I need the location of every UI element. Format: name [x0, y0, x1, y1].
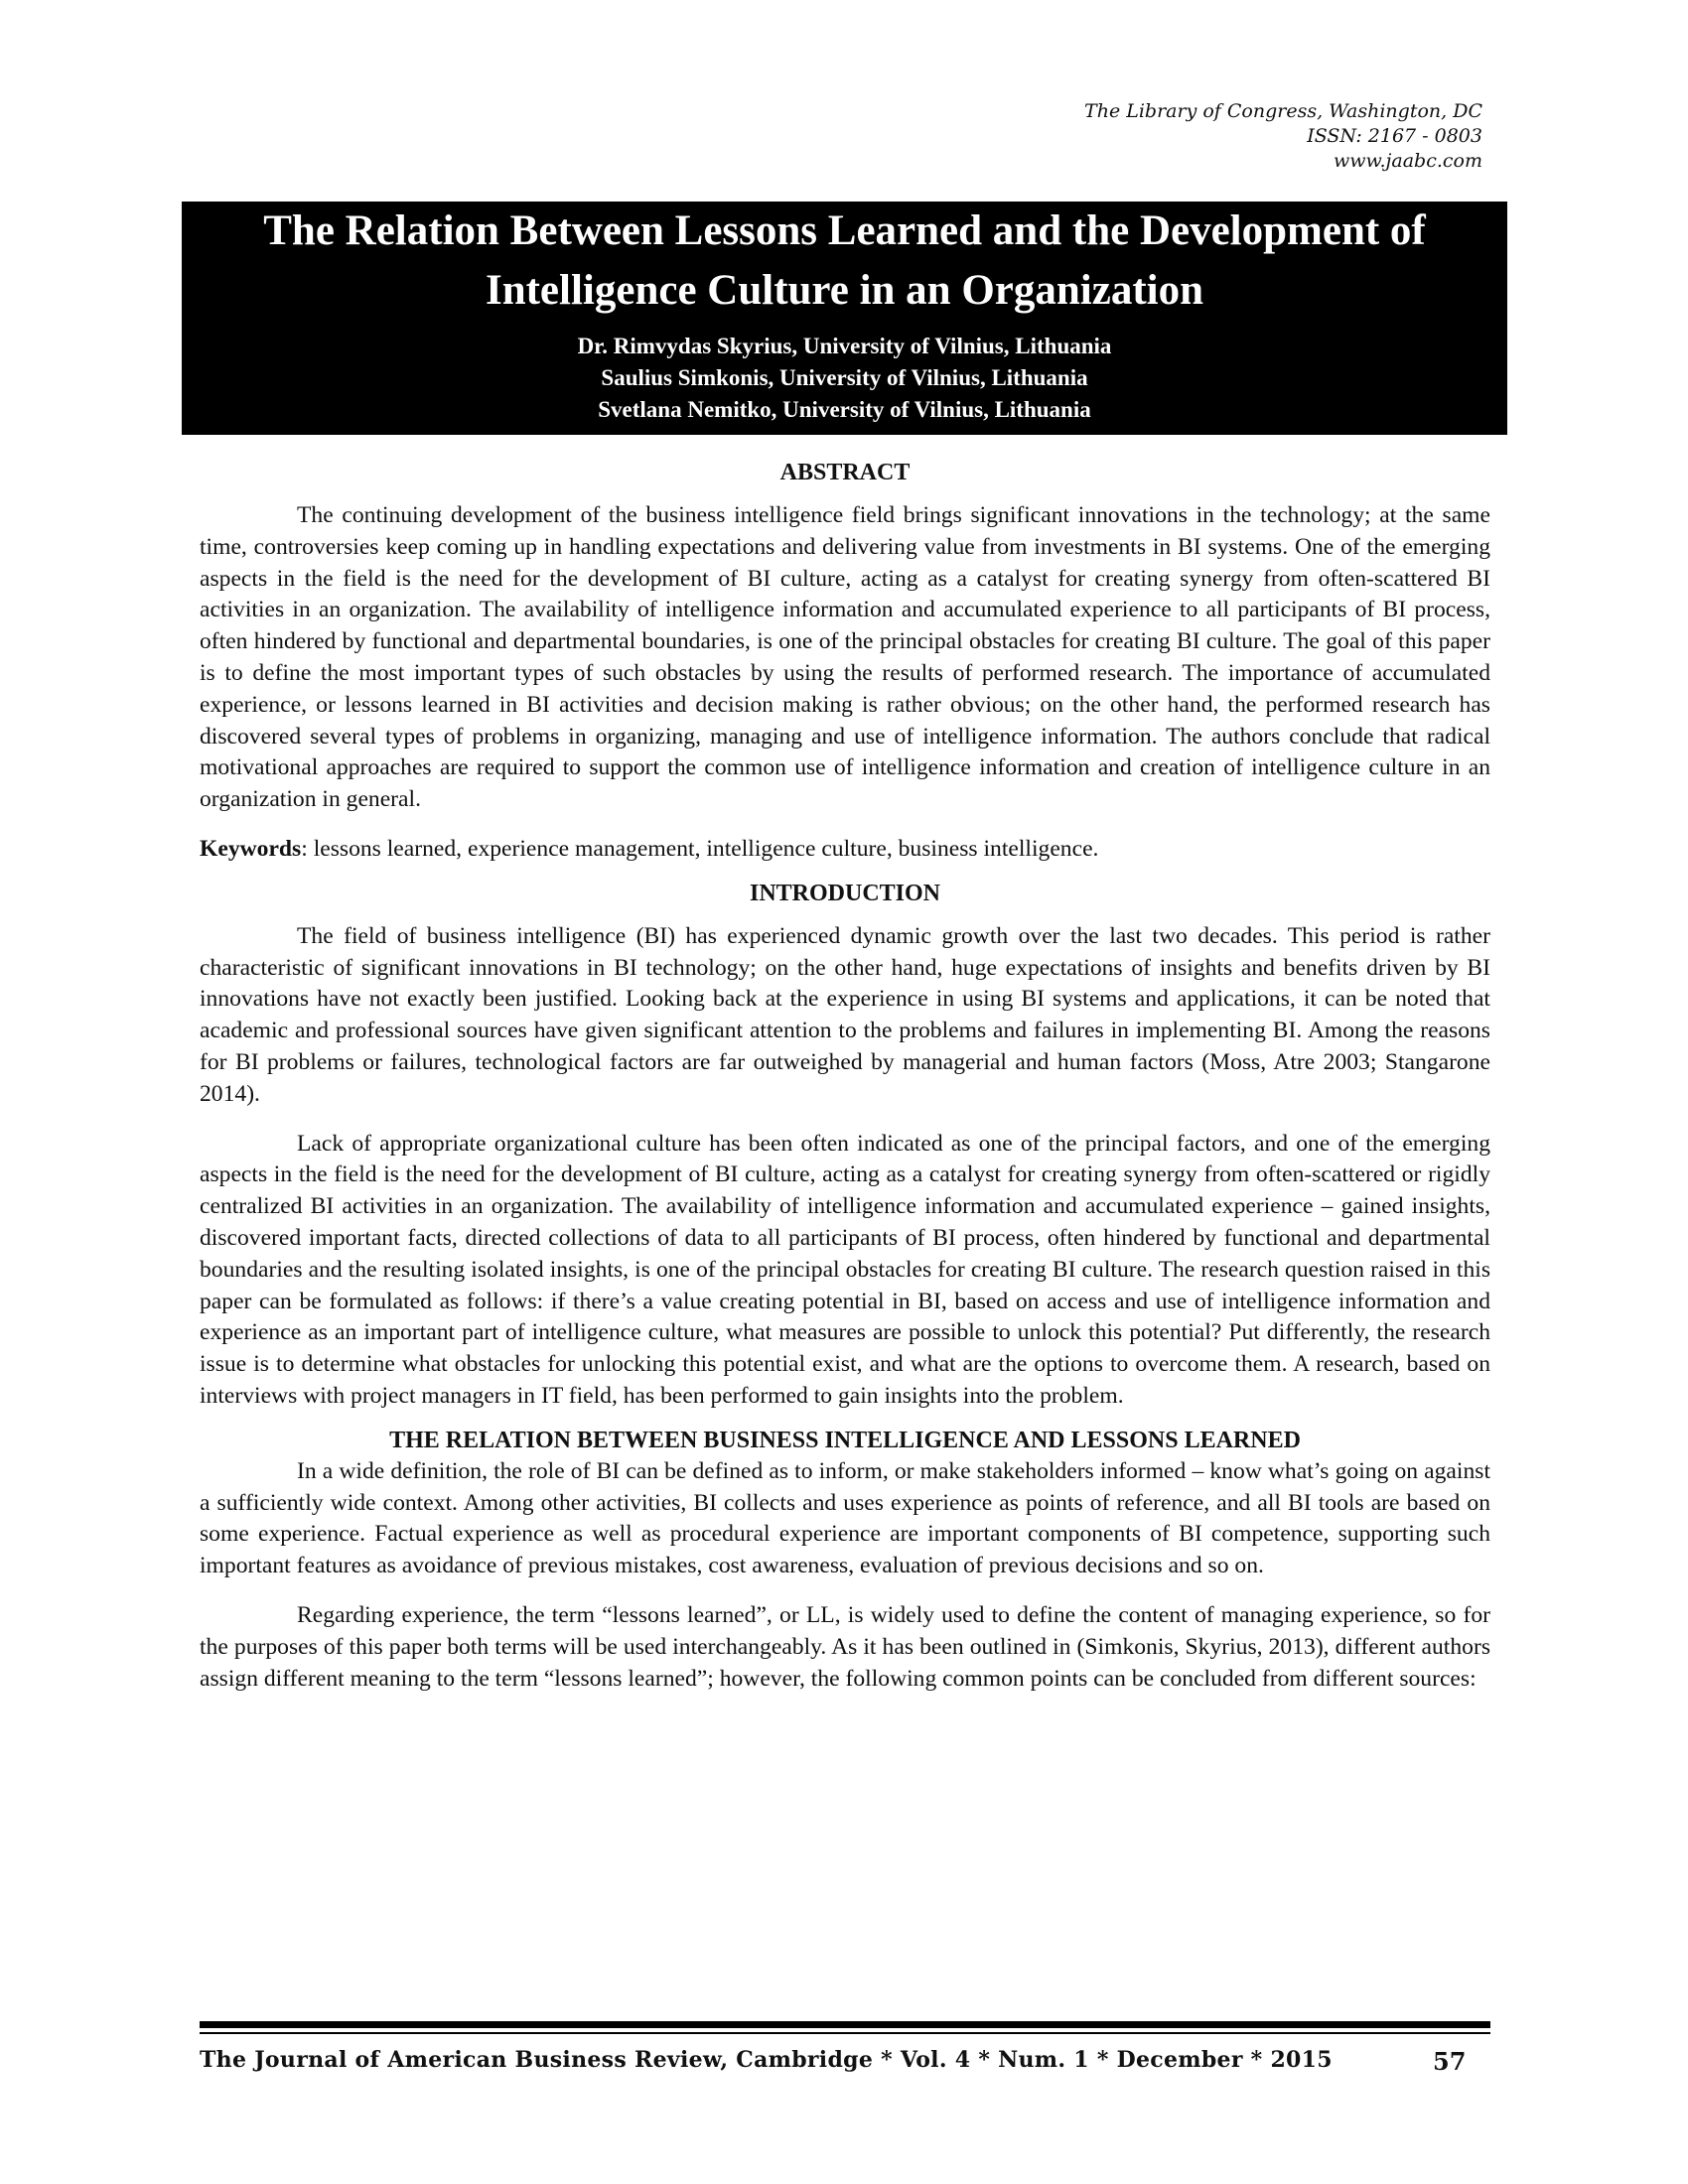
- title-line-2: Intelligence Culture in an Organization: [485, 267, 1204, 314]
- author-1: Dr. Rimvydas Skyrius, University of Vilnius, Lithuania: [577, 334, 1112, 358]
- journal-footer: The Journal of American Business Review, Cambridge * Vol. 4 * Num. 1 * December * 2015: [200, 2047, 1333, 2073]
- keywords-label: Keywords: [200, 835, 302, 862]
- author-3: Svetlana Nemitko, University of Vilnius, Lithuania: [598, 397, 1091, 422]
- relation-paragraph-2: Regarding experience, the term “lessons learned”, or LL, is widely used to define the content of managing experience, so for the purposes of this paper both terms will be used interchangeably. As it has been outlined in (Simkonis, Skyrius, 2013), different authors assign different meaning to the term “lessons learned”; however, the following common points can be concluded from different sources:: [200, 1601, 1490, 1692]
- introduction-heading: INTRODUCTION: [749, 880, 941, 906]
- title-banner: [182, 202, 1507, 435]
- issn-line: ISSN: 2167 - 0803: [1307, 125, 1482, 147]
- author-2: Saulius Simkonis, University of Vilnius, Lithuania: [601, 365, 1088, 390]
- footer-rule-thick: [200, 2021, 1490, 2028]
- keywords: [200, 834, 1490, 866]
- page-number: 57: [1433, 2047, 1467, 2076]
- paper-title: [182, 202, 1507, 321]
- abstract-paragraph: The continuing development of the business intelligence field brings significant innovations in the technology; at the same time, controversies keep coming up in handling expectations and delivering value from investments in BI systems. One of the emerging aspects in the field is the need for the development of BI culture, acting as a catalyst for creating synergy from often-scattered BI activities in an organization. The availability of intelligence information and accumulated experience to all participants of BI process, often hindered by functional and departmental boundaries, is one of the principal obstacles for creating BI culture. The goal of this paper is to define the most important types of such obstacles by using the results of performed research. The importance of accumulated experience, or lessons learned in BI activities and decision making is rather obvious; on the other hand, the performed research has discovered several types of problems in organizing, managing and use of intelligence information. The authors conclude that radical motivational approaches are required to support the common use of intelligence information and creation of intelligence culture in an organization in general.: [200, 502, 1490, 813]
- title-line-1: The Relation Between Lessons Learned and the Development of: [263, 207, 1426, 254]
- website-line: www.jaabc.com: [1333, 150, 1482, 172]
- publisher-line: The Library of Congress, Washington, DC: [1084, 100, 1482, 122]
- publication-info: [986, 99, 1482, 174]
- paper-body: [200, 457, 1490, 1695]
- introduction-paragraph-1: The field of business intelligence (BI) has experienced dynamic growth over the last two decades. This period is rather characteristic of significant innovations in BI technology; on the other hand, huge expectations of insights and benefits driven by BI innovations have not exactly been justified. Looking back at the experience in using BI systems and applications, it can be noted that academic and professional sources have given significant attention to the problems and failures in implementing BI. Among the reasons for BI problems or failures, technological factors are far outweighed by managerial and human factors (Moss, Atre 2003; Stangarone 2014).: [200, 922, 1490, 1107]
- relation-paragraph-1: In a wide definition, the role of BI can be defined as to inform, or make stakeholders informed – know what’s going on against a sufficiently wide context. Among other activities, BI collects and uses experience as points of reference, and all BI tools are based on some experience. Factual experience as well as procedural experience are important components of BI competence, supporting such important features as avoidance of previous mistakes, cost awareness, evaluation of previous decisions and so on.: [200, 1457, 1490, 1579]
- keywords-text: : lessons learned, experience management, intelligence culture, business intelligence.: [301, 835, 1099, 862]
- introduction-paragraph-2: Lack of appropriate organizational culture has been often indicated as one of the principal factors, and one of the emerging aspects in the field is the need for the development of BI culture, acting as a catalyst for creating synergy from often-scattered or rigidly centralized BI activities in an organization. The availability of intelligence information and accumulated experience – gained insights, discovered important facts, directed collections of data to all participants of BI process, often hindered by functional and departmental boundaries and the resulting isolated insights, is one of the principal obstacles for creating BI culture. The research question raised in this paper can be formulated as follows: if there’s a value creating potential in BI, based on access and use of intelligence information and experience as an important part of intelligence culture, what measures are possible to unlock this potential? Put differently, the research issue is to determine what obstacles for unlocking this potential exist, and what are the options to overcome them. A research, based on interviews with project managers in IT field, has been performed to gain insights into the problem.: [200, 1130, 1490, 1409]
- abstract-heading: ABSTRACT: [779, 460, 911, 485]
- relation-heading: THE RELATION BETWEEN BUSINESS INTELLIGENCE AND LESSONS LEARNED: [389, 1427, 1301, 1453]
- author-list: [182, 331, 1507, 426]
- footer-rule-thin: [200, 2032, 1490, 2034]
